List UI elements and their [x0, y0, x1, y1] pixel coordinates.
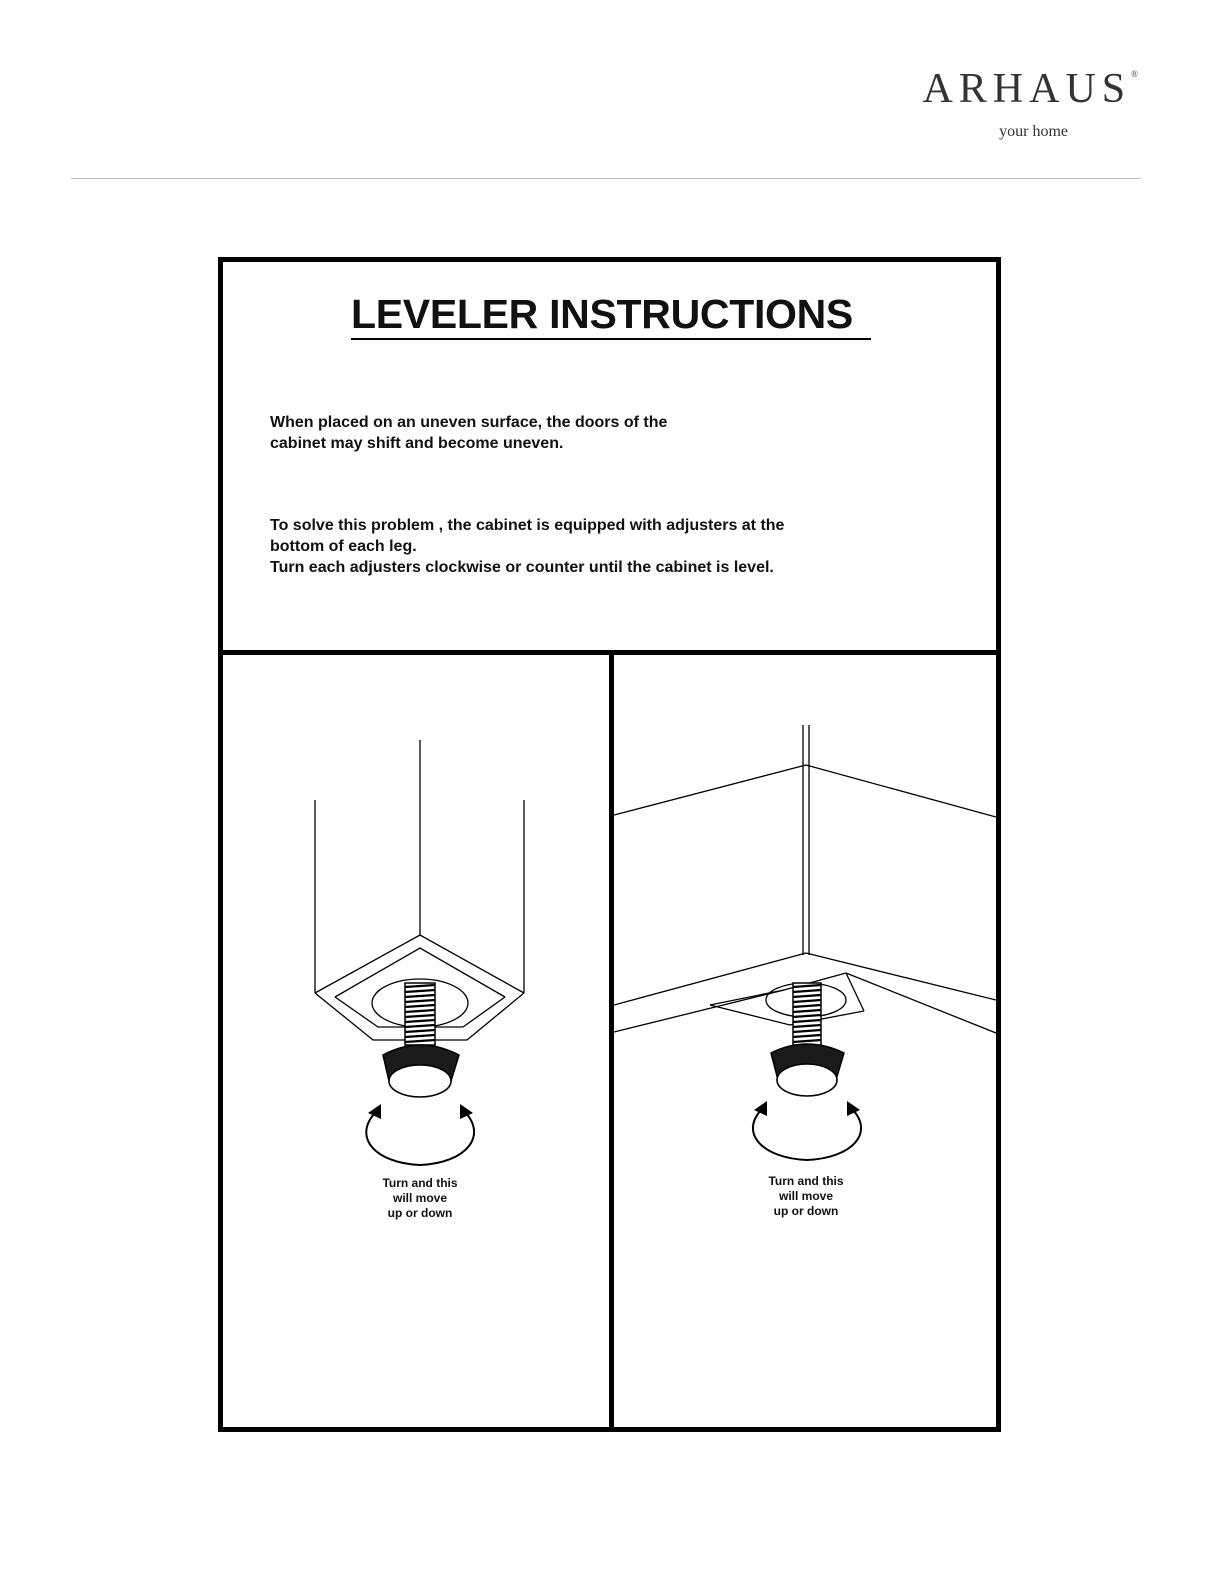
cabinet-rail-left-bottom — [614, 990, 784, 1032]
intro-paragraph — [270, 412, 667, 454]
right-caption — [736, 1174, 876, 1219]
threaded-bolt-icon — [793, 983, 821, 1045]
leveler-foot-icon — [383, 1045, 459, 1097]
caption-line: up or down — [387, 1206, 453, 1220]
caption-line: will move — [778, 1189, 834, 1203]
leg-diagram-panel — [223, 655, 609, 1432]
caption-line: up or down — [773, 1204, 839, 1218]
leg-leveler-illustration — [223, 655, 609, 1432]
caption-line: will move — [392, 1191, 448, 1205]
cabinet-rail-left-top — [614, 953, 806, 1005]
brand-logo — [922, 66, 1138, 140]
caption-line: Turn and this — [382, 1176, 458, 1190]
intro-line: When placed on an uneven surface, the doors of the — [270, 414, 668, 431]
intro-line: cabinet may shift and become uneven. — [270, 435, 564, 452]
cabinet-top-left — [614, 765, 806, 815]
header-divider — [71, 178, 1141, 179]
brand-name: ARHAUS® — [922, 66, 1138, 112]
cabinet-top-right — [806, 765, 996, 817]
rotation-arrows-icon — [366, 1104, 474, 1165]
leveler-foot-icon — [771, 1044, 844, 1096]
solution-line: To solve this problem , the cabinet is equipped with adjusters at the — [270, 517, 785, 534]
left-caption — [350, 1176, 490, 1221]
rotation-arrows-icon — [753, 1101, 861, 1160]
brand-registered-mark: ® — [1131, 69, 1138, 79]
solution-line: Turn each adjusters clockwise or counter until the cabinet is level. — [270, 559, 774, 576]
threaded-bolt-icon — [405, 983, 435, 1045]
solution-paragraph — [270, 515, 784, 578]
cabinet-corner-diagram-panel — [614, 655, 996, 1432]
cabinet-base-edge — [710, 990, 784, 1005]
cabinet-leveler-illustration — [614, 655, 996, 1432]
page-title: LEVELER INSTRUCTIONS — [351, 290, 871, 340]
solution-line: bottom of each leg. — [270, 538, 417, 555]
instruction-frame — [218, 257, 1001, 1432]
caption-line: Turn and this — [768, 1174, 844, 1188]
brand-tagline: your home — [999, 123, 1068, 140]
